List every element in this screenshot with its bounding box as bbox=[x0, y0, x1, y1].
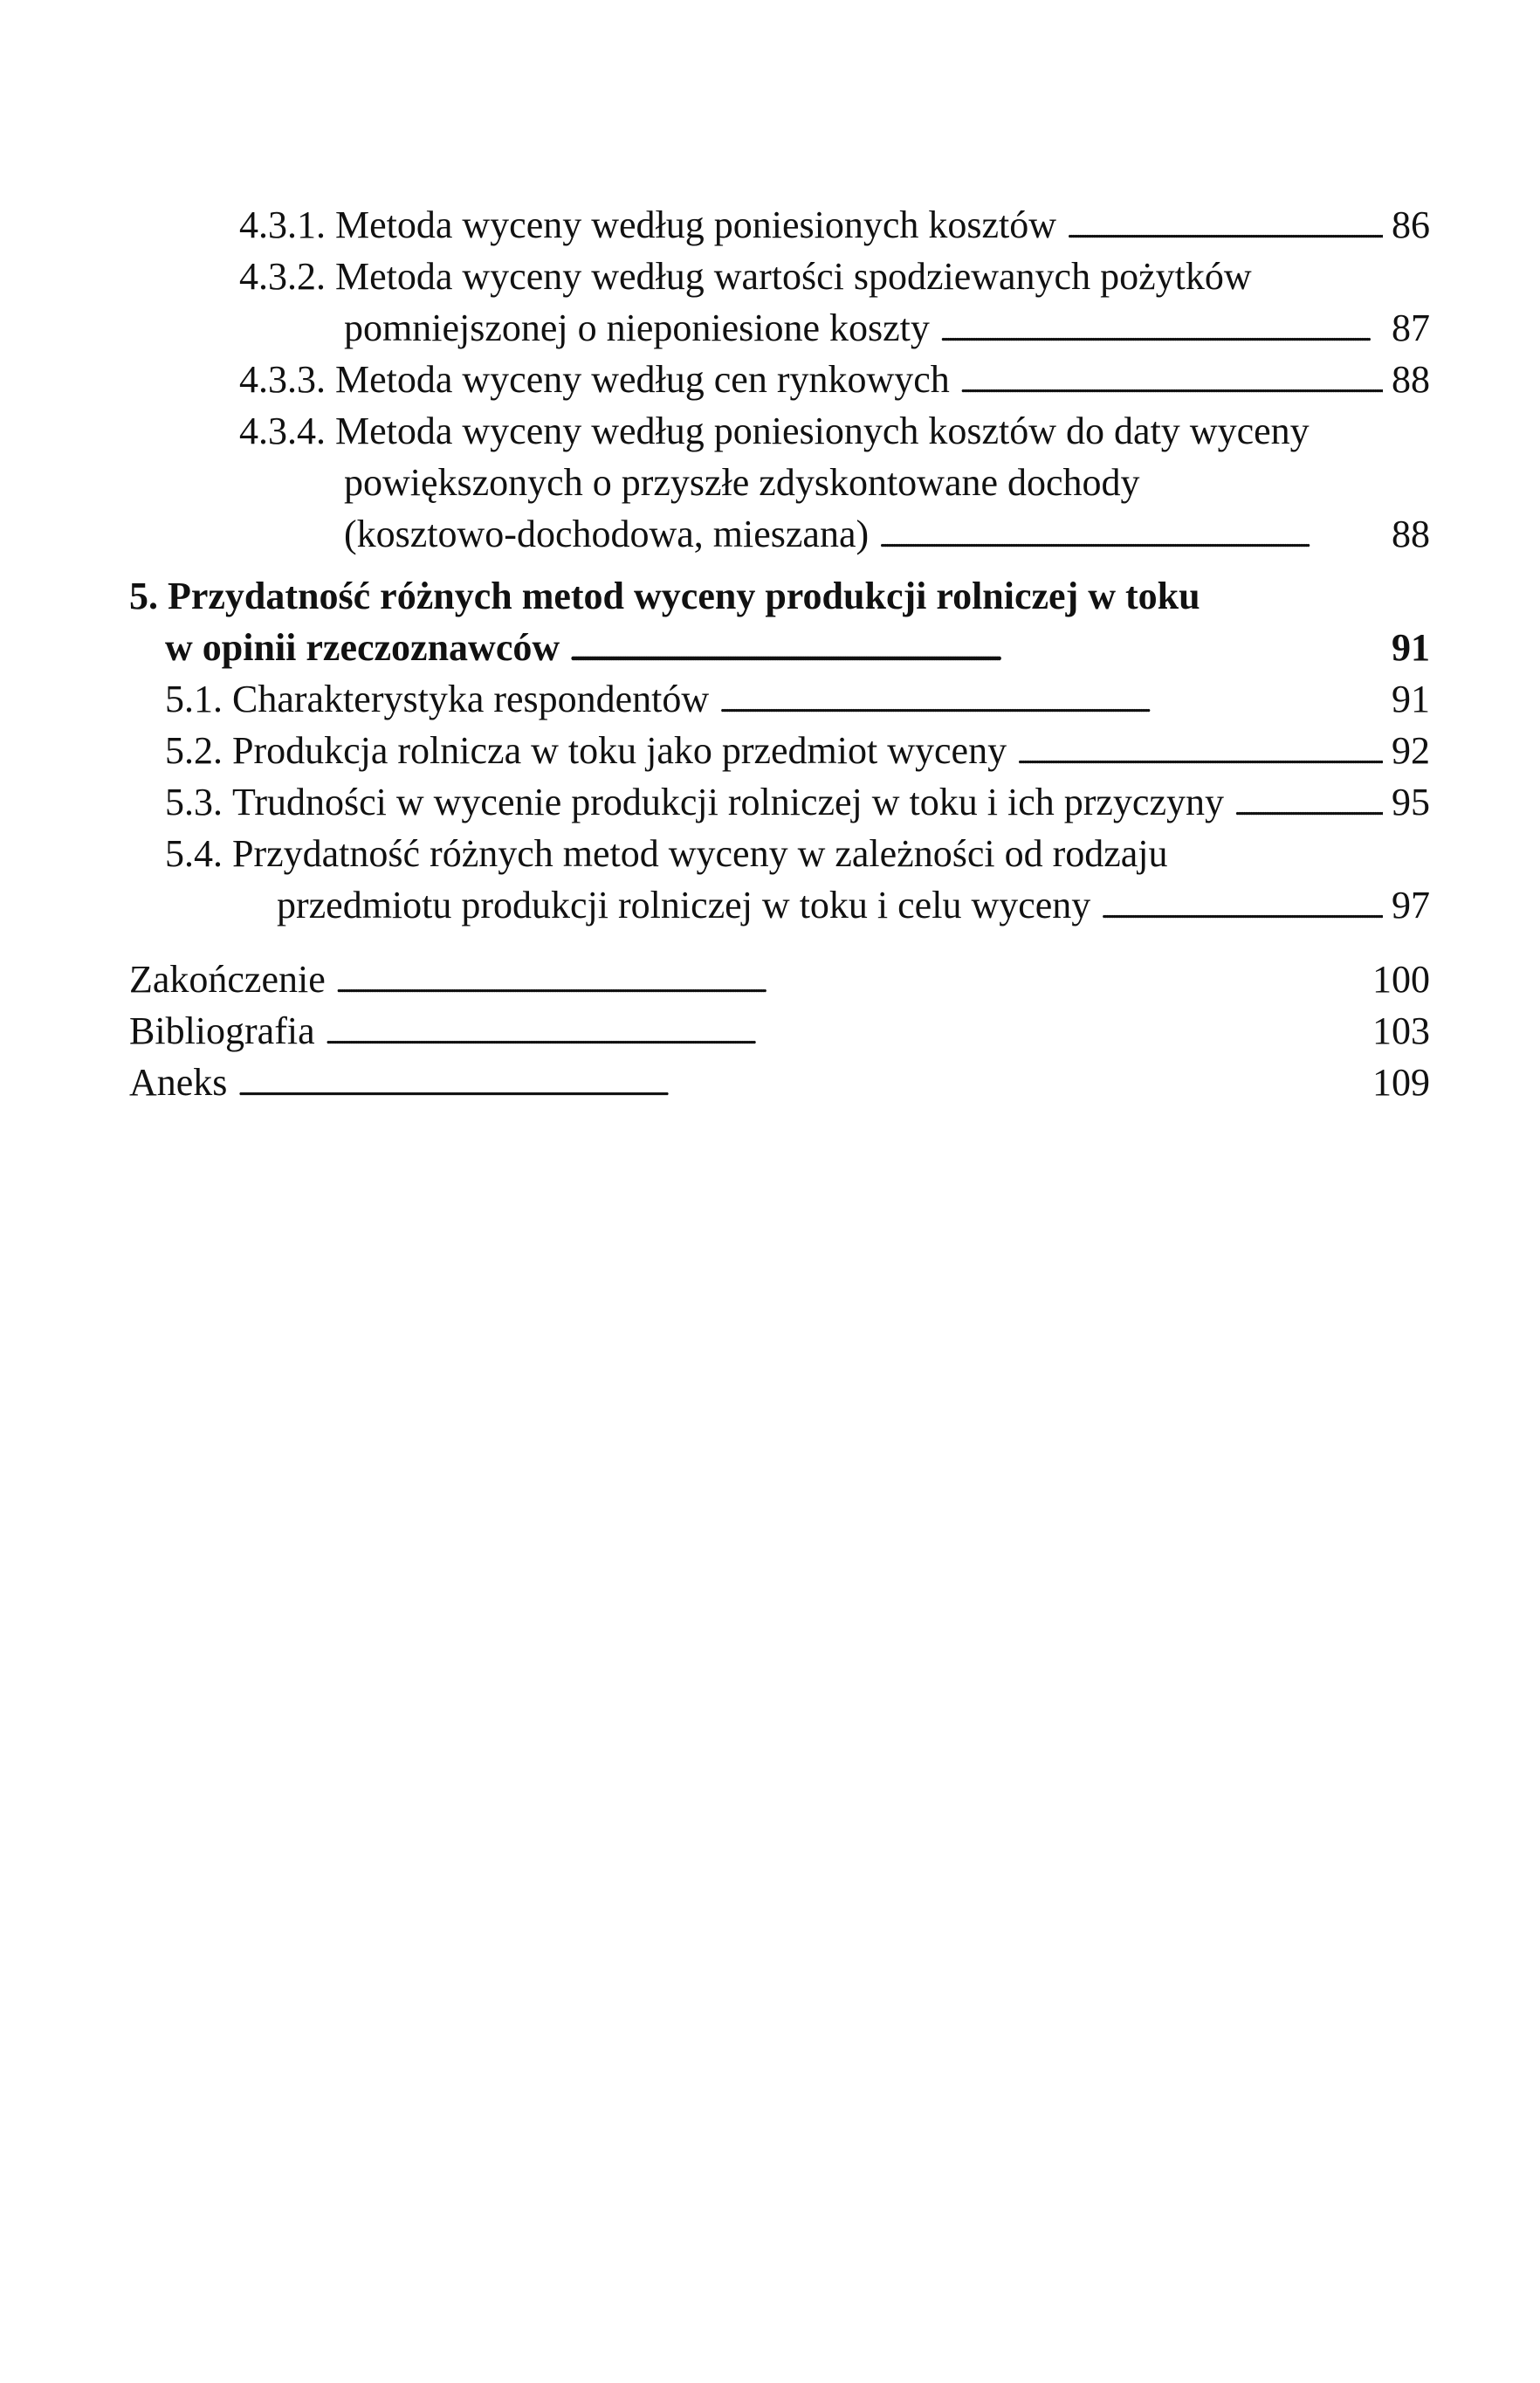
toc-entry-bibliografia[interactable] bbox=[129, 1005, 1430, 1057]
entry-title-continuation: powiększonych o przyszłe zdyskontowane dochody bbox=[344, 461, 1140, 504]
dot-leader bbox=[570, 627, 1383, 678]
dot-leader bbox=[960, 359, 1383, 410]
entry-title: Metoda wyceny według wartości spodziewanych pożytków bbox=[335, 255, 1252, 298]
toc-entry-4-3-3[interactable] bbox=[239, 354, 1430, 405]
entry-page-number: 103 bbox=[1372, 1009, 1430, 1052]
chapter-title: Przydatność różnych metod wyceny produkcji rolniczej w toku bbox=[168, 575, 1200, 617]
entry-number: 4.3.2. bbox=[239, 255, 326, 298]
entry-title: Metoda wyceny według cen rynkowych bbox=[335, 358, 950, 401]
dot-leader bbox=[1101, 885, 1383, 936]
entry-number: 5.2. bbox=[165, 729, 223, 772]
entry-title-continuation: pomniejszonej o nieponiesione koszty bbox=[344, 306, 930, 349]
chapter-title-continuation: w opinii rzeczoznawców bbox=[165, 626, 560, 669]
entry-title: Metoda wyceny według poniesionych kosztów bbox=[335, 203, 1057, 246]
entry-page-number: 97 bbox=[1392, 884, 1430, 926]
dot-leader bbox=[879, 513, 1383, 565]
toc-entry-aneks[interactable] bbox=[129, 1057, 1430, 1108]
toc-entry-5-2[interactable] bbox=[165, 725, 1430, 776]
entry-title: Trudności w wycenie produkcji rolniczej w toku i ich przyczyny bbox=[232, 781, 1224, 823]
entry-title: Aneks bbox=[129, 1061, 228, 1104]
entry-title: Charakterystyka respondentów bbox=[232, 678, 710, 720]
entry-number: 5.3. bbox=[165, 781, 223, 823]
entry-page-number: 100 bbox=[1372, 958, 1430, 1001]
toc-entry-4-3-2[interactable] bbox=[239, 251, 1430, 354]
entry-title: Metoda wyceny według poniesionych kosztów do daty wyceny bbox=[335, 410, 1310, 452]
chapter-number: 5. bbox=[129, 575, 158, 617]
dot-leader bbox=[940, 307, 1383, 359]
toc-entry-4-3-1[interactable] bbox=[239, 199, 1430, 251]
entry-title: Bibliografia bbox=[129, 1009, 315, 1052]
entry-page-number: 109 bbox=[1372, 1061, 1430, 1104]
entry-page-number: 88 bbox=[1392, 358, 1430, 401]
entry-title-continuation: (kosztowo-dochodowa, mieszana) bbox=[344, 513, 870, 555]
entry-title-continuation: przedmiotu produkcji rolniczej w toku i celu wyceny bbox=[277, 884, 1091, 926]
toc-entry-zakonczenie[interactable] bbox=[129, 954, 1430, 1005]
entry-page-number: 87 bbox=[1392, 306, 1430, 349]
dot-leader bbox=[237, 1062, 1364, 1113]
entry-title: Zakończenie bbox=[129, 958, 326, 1001]
entry-page-number: 88 bbox=[1392, 513, 1430, 555]
dot-leader bbox=[1234, 782, 1383, 833]
entry-number: 5.1. bbox=[165, 678, 223, 720]
toc-entry-4-3-4[interactable] bbox=[239, 405, 1430, 560]
entry-number: 4.3.4. bbox=[239, 410, 326, 452]
table-of-contents bbox=[129, 199, 1430, 1108]
chapter-page-number: 91 bbox=[1392, 626, 1430, 669]
dot-leader bbox=[1017, 730, 1383, 782]
dot-leader bbox=[326, 1010, 1364, 1062]
dot-leader bbox=[336, 959, 1364, 1010]
toc-entry-5-4[interactable] bbox=[165, 828, 1430, 931]
entry-title: Produkcja rolnicza w toku jako przedmiot wyceny bbox=[232, 729, 1007, 772]
entry-number: 5.4. bbox=[165, 832, 223, 875]
entry-page-number: 92 bbox=[1392, 729, 1430, 772]
toc-entry-5-3[interactable] bbox=[165, 776, 1430, 828]
entry-page-number: 91 bbox=[1392, 678, 1430, 720]
toc-entry-5-1[interactable] bbox=[165, 673, 1430, 725]
entry-number: 4.3.1. bbox=[239, 203, 326, 246]
entry-page-number: 95 bbox=[1392, 781, 1430, 823]
toc-chapter-5[interactable] bbox=[129, 570, 1430, 673]
dot-leader bbox=[719, 678, 1383, 730]
entry-page-number: 86 bbox=[1392, 203, 1430, 246]
dot-leader bbox=[1067, 204, 1383, 256]
entry-title: Przydatność różnych metod wyceny w zależności od rodzaju bbox=[232, 832, 1168, 875]
entry-number: 4.3.3. bbox=[239, 358, 326, 401]
